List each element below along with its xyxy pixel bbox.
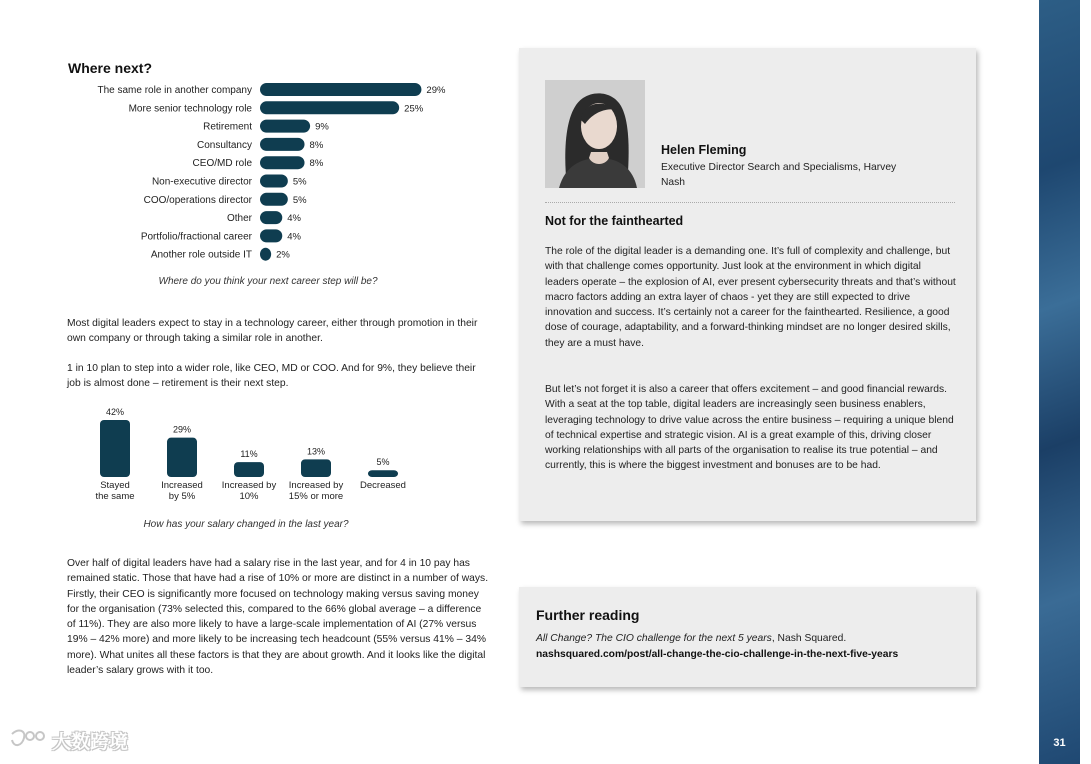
hbar-bar [260,156,305,169]
hbar-category-label: More senior technology role [128,103,252,115]
further-reading-card [519,587,976,687]
profile-name: Helen Fleming [661,143,747,157]
vbar-value-label: 11% [240,449,258,460]
hbar-category-label: Retirement [203,121,252,133]
watermark [8,726,128,754]
profile-paragraph-1: The role of the digital leader is a demanding one. It’s full of complexity and challenge, but with that challenge comes opportunity. Just look at the environment in which digital leaders operate – the explosion of AI, ever present cybersecurity threats and that’s without macro factors adding an extra layer of chaos - yet they are still expected to drive innovation and success. It’s certainly not a career for the fainthearted. Resilience, a good dose of courage, adaptability, and a forward-thinking mindset are no longer desired skills, they are a must have. [545,246,956,349]
vbar-bar [100,420,130,477]
profile-divider [545,202,955,203]
further-reading-title: All Change? The CIO challenge for the next 5 years [536,633,772,644]
hbar-bar [260,248,271,261]
vbar-category-label: 10% [239,491,259,502]
profile-card [519,48,976,521]
hbar-value-label: 4% [287,213,302,225]
hbar-category-label: Other [226,213,252,225]
vbar-category-label: Increased [161,480,203,491]
hbar-category-label: The same role in another company [97,85,252,96]
vbar-bar [234,462,264,477]
further-reading-citation [536,633,846,644]
hbar-bar [260,193,288,206]
hbar-bar [260,211,282,224]
hbar-value-label: 5% [292,176,307,188]
vbar-category-label: Stayed [100,480,130,491]
profile-title: Executive Director Search and Specialisms, Harvey Nash [661,162,897,188]
hbar-bar [260,101,399,114]
profile-paragraph-2: But let’s not forget it is also a career that offers excitement – and good financial rewards. With a seat at the top table, digital leaders are increasingly seen business enablers, leveraging technology to drive value across the entire business – requiring a unique blend of technical expertise and strategic vision. AI is a great example of this, driving closer working relationships with all parts of the organisation to realise its true potential – and currently, this is where the biggest investment and bonuses are to be had. [545,384,954,472]
further-reading-link[interactable]: nashsquared.com/post/all-change-the-cio-challenge-in-the-next-five-years [536,649,899,660]
hbar-bar [260,175,288,188]
intro-paragraph-1: Most digital leaders expect to stay in a technology career, either through promotion in their own company or through taking a similar role in another. [67,318,478,345]
vbar-value-label: 42% [105,407,125,417]
hbar-category-label: COO/operations director [143,194,252,206]
hbar-value-label: 25% [404,103,424,115]
further-reading-heading: Further reading [536,607,640,623]
vbar-bar [167,438,197,477]
hbar-value-label: 29% [426,85,446,96]
hbar-bar [260,120,310,133]
hbar-category-label: Another role outside IT [150,249,252,261]
intro-paragraph-2: 1 in 10 plan to step into a wider role, like CEO, MD or COO. And for 9%, they believe their job is almost done – retirement is their next step. [67,363,476,390]
sidebar-section-title: 6. The career of the digital leader [1080,52,1091,209]
salary-paragraph: Over half of digital leaders have had a salary rise in the last year, and for 4 in 10 pay has remained static. Those that have had a rise of 10% or more are distinct in a number of ways. Firstly, their CEO is significantly more focused on technology making versus saving money for the organisation (73% selected this, compared to the 66% global average – a difference of 11%). They are also more likely to have a large-scale implementation of AI (27% versus 19% – 42% more) and more likely to be increasing tech headcount (55% versus 41% – 34% more). What unites all these factors is that they are about growth. And it looks like the digital leader’s salary grows with it too. [67,558,489,677]
hbar-value-label: 5% [292,194,307,206]
hbar-bar [260,83,421,96]
hbar-category-label: CEO/MD role [192,158,252,170]
where-next-heading: Where next? [68,60,153,76]
vbar-value-label: 5% [376,457,390,468]
section-sidebar [1039,0,1091,764]
sidebar-report-title [1079,524,1091,717]
hbar-bar [260,229,282,242]
where-next-caption: Where do you think your next career step will be? [158,276,378,287]
vbar-bar [368,470,398,477]
vbar-category-label: Increased by [221,480,277,491]
profile-photo [545,80,645,188]
hbar-value-label: 4% [287,231,302,243]
vbar-category-label: 15% or more [288,491,344,502]
sidebar-report-year: 2025 [1079,692,1091,718]
hbar-category-label: Portfolio/fractional career [140,231,252,243]
where-next-chart [60,80,470,270]
hbar-category-label: Consultancy [196,139,252,151]
sidebar-report-name: DIGITAL LEADERSHIP REPORT [1079,524,1091,690]
person-portrait-icon [545,80,645,188]
hbar-bar [260,138,305,151]
page-number: 31 [1053,737,1066,749]
hbar-value-label: 8% [309,158,324,170]
salary-caption: How has your salary changed in the last year? [143,519,349,530]
salary-change-chart [80,402,420,512]
vbar-category-label: Increased by [288,480,344,491]
watermark-logo-icon [8,726,48,754]
hbar-value-label: 9% [315,121,329,133]
hbar-value-label: 8% [309,139,324,151]
hbar-category-label: Non-executive director [151,176,252,188]
further-reading-publisher: , Nash Squared. [771,633,847,644]
vbar-value-label: 29% [172,424,192,435]
hbar-value-label: 2% [276,249,290,261]
vbar-value-label: 13% [306,446,326,457]
vbar-category-label: the same [95,491,135,502]
vbar-bar [301,459,331,477]
vbar-category-label: by 5% [168,491,196,502]
profile-heading: Not for the fainthearted [545,214,684,228]
vbar-category-label: Decreased [360,480,406,491]
watermark-text: 大数跨境 [52,731,129,753]
